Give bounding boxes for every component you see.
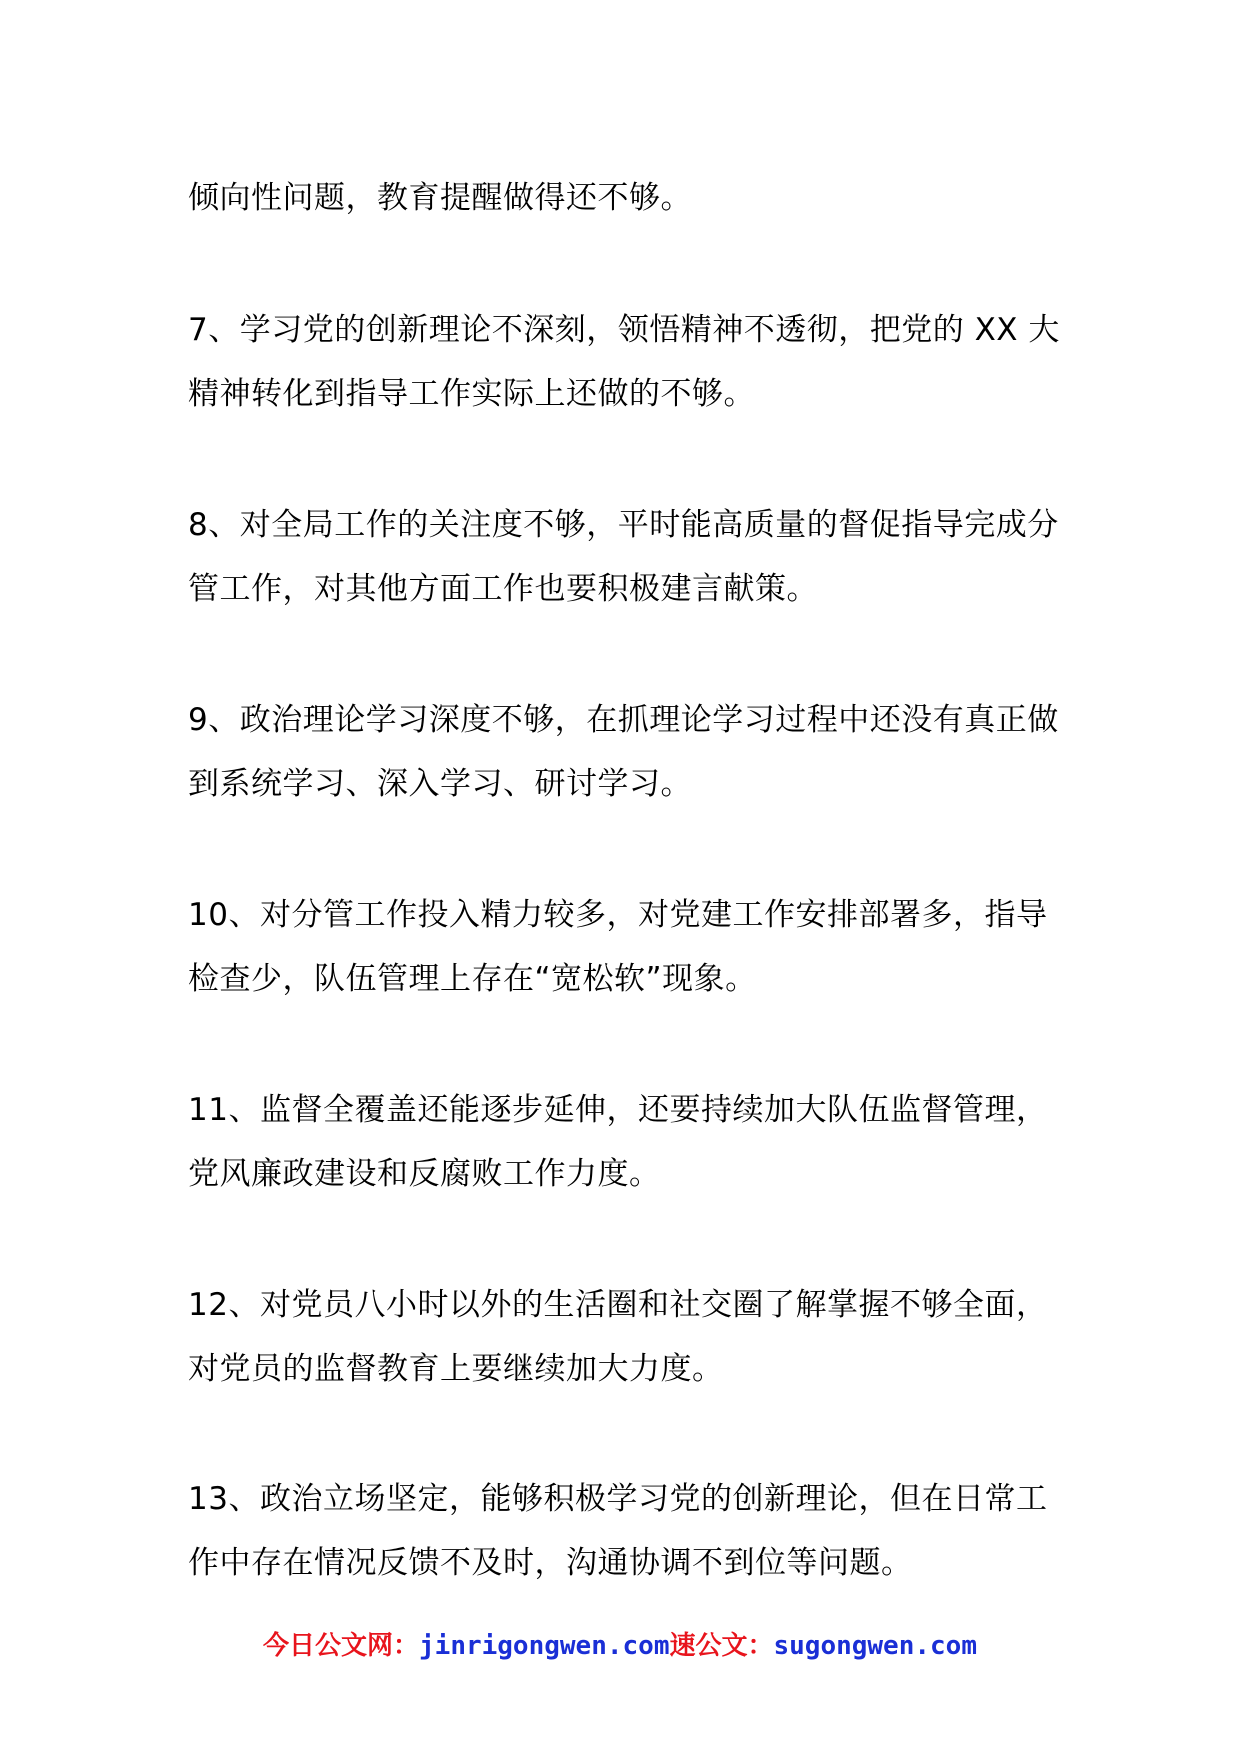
paragraph-line: 10、对分管工作投入精力较多，对党建工作安排部署多，指导 <box>188 897 1048 933</box>
paragraph-continuation <box>188 166 1068 230</box>
paragraph-line: 对党员的监督教育上要继续加大力度。 <box>188 1351 724 1387</box>
paragraph-line: 检查少，队伍管理上存在“宽松软”现象。 <box>188 961 757 997</box>
paragraph-item-12 <box>188 1273 1068 1401</box>
paragraph-line: 精神转化到指导工作实际上还做的不够。 <box>188 376 755 412</box>
footer-site2-url[interactable]: sugongwen.com <box>773 1631 977 1661</box>
footer-site1-url[interactable]: jinrigongwen.com <box>419 1631 670 1661</box>
paragraph-line: 11、监督全覆盖还能逐步延伸，还要持续加大队伍监督管理， <box>188 1092 1048 1128</box>
paragraph-line: 13、政治立场坚定，能够积极学习党的创新理论，但在日常工 <box>188 1481 1048 1517</box>
paragraph-item-13 <box>188 1467 1068 1595</box>
footer-watermark <box>0 1625 1240 1662</box>
paragraph-line: 7、学习党的创新理论不深刻，领悟精神不透彻，把党的 XX 大 <box>188 312 1060 348</box>
paragraph-item-9 <box>188 688 1068 816</box>
paragraph-item-10 <box>188 883 1068 1011</box>
paragraph-line: 到系统学习、深入学习、研讨学习。 <box>188 766 692 802</box>
paragraph-line: 8、对全局工作的关注度不够，平时能高质量的督促指导完成分 <box>188 507 1059 543</box>
footer-site2-name: 速公文： <box>669 1631 774 1661</box>
paragraph-item-7 <box>188 298 1068 426</box>
paragraph-line: 倾向性问题，教育提醒做得还不够。 <box>188 180 692 216</box>
paragraph-item-11 <box>188 1078 1068 1206</box>
paragraph-line: 党风廉政建设和反腐败工作力度。 <box>188 1156 661 1192</box>
paragraph-line: 12、对党员八小时以外的生活圈和社交圈了解掌握不够全面， <box>188 1287 1048 1323</box>
paragraph-item-8 <box>188 493 1068 621</box>
paragraph-line: 管工作，对其他方面工作也要积极建言献策。 <box>188 571 818 607</box>
paragraph-line: 作中存在情况反馈不及时，沟通协调不到位等问题。 <box>188 1545 913 1581</box>
paragraph-line: 9、政治理论学习深度不够，在抓理论学习过程中还没有真正做 <box>188 702 1059 738</box>
footer-site1-name: 今日公文网： <box>263 1631 420 1661</box>
